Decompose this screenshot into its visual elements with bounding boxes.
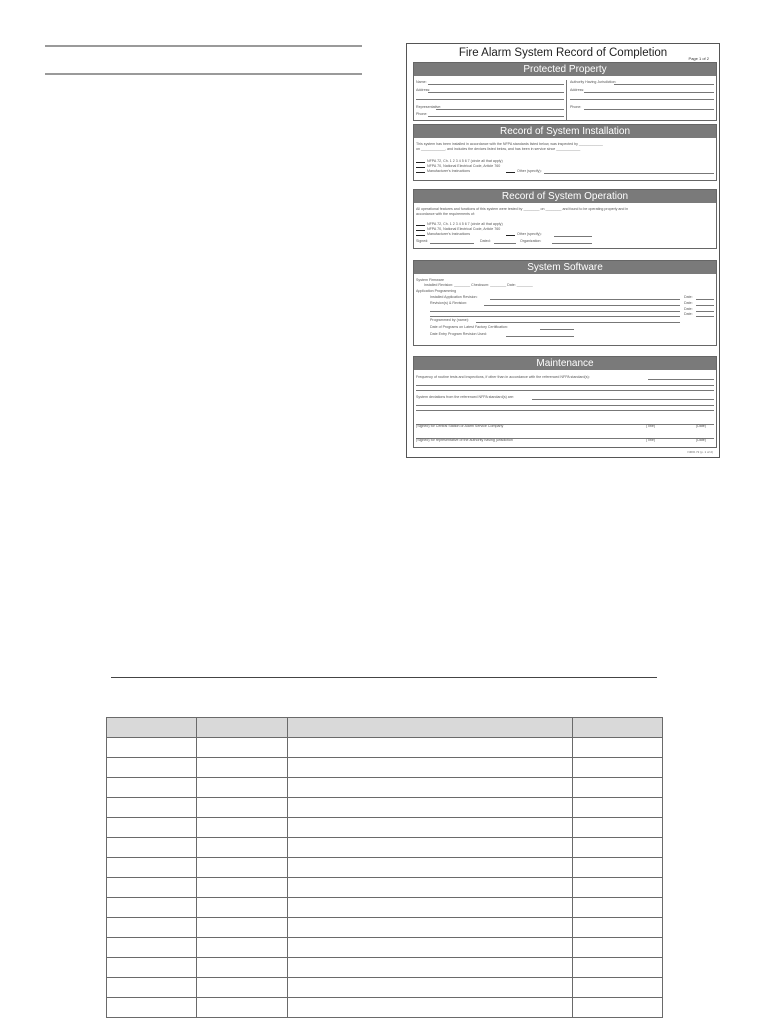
table-cell <box>107 778 197 798</box>
maintenance-q1: Frequency of routine tests and inspections, if other than in accordance with the referenced NFPA standard(s): <box>416 375 590 379</box>
table-cell <box>288 818 573 838</box>
pp-ahj-label: Authority Having Jurisdiction: <box>570 80 617 84</box>
table-cell <box>288 998 573 1018</box>
pp-phone-label: Phone: <box>416 112 428 116</box>
table-cell <box>288 878 573 898</box>
software-date-1: Date: <box>684 295 693 299</box>
operation-check-1: NFPA 72, Ch. 1 2 3 4 5 6 7 (circle all that apply) <box>427 222 503 226</box>
software-line-3: Application Programming <box>416 289 457 293</box>
table-cell <box>288 858 573 878</box>
operation-other: Other (specify): <box>517 232 542 236</box>
table-row <box>107 878 663 898</box>
form-footnote: NFPA 72 (p. 1 of 2) <box>687 450 713 454</box>
operation-para-2: accordance with the requirements of: <box>416 212 475 216</box>
table-cell <box>573 858 663 878</box>
section-protected-property <box>413 62 717 121</box>
table-row <box>107 918 663 938</box>
maintenance-title-2: (Title) <box>646 438 656 442</box>
table-cell <box>288 938 573 958</box>
software-date-2: Date: <box>684 301 693 305</box>
maintenance-date-1: (Date) <box>696 424 706 428</box>
table-row <box>107 818 663 838</box>
top-rule-1 <box>45 45 362 47</box>
table-cell <box>573 818 663 838</box>
table-row <box>107 798 663 818</box>
pp-ahj-phone-label: Phone: <box>570 105 582 109</box>
table-cell <box>107 938 197 958</box>
table-cell <box>573 778 663 798</box>
table-header-cell <box>573 718 663 738</box>
table-cell <box>197 938 288 958</box>
table-cell <box>197 958 288 978</box>
table-cell <box>573 998 663 1018</box>
table-cell <box>573 758 663 778</box>
table-cell <box>288 898 573 918</box>
maintenance-q2: System deviations from the referenced NFPA standard(s) are: <box>416 395 515 399</box>
maintenance-date-2: (Date) <box>696 438 706 442</box>
table-cell <box>107 738 197 758</box>
table-row <box>107 958 663 978</box>
table-row <box>107 858 663 878</box>
table-row <box>107 898 663 918</box>
table-cell <box>197 918 288 938</box>
table-cell <box>573 838 663 858</box>
table-cell <box>288 778 573 798</box>
table-cell <box>197 738 288 758</box>
operation-para-1: All operational features and functions of this system were tested by ________ on ________ and found to be operating properly and in <box>416 207 629 211</box>
table-row <box>107 998 663 1018</box>
software-date-4: Date: <box>684 312 693 316</box>
table-cell <box>573 878 663 898</box>
table-cell <box>107 858 197 878</box>
table-cell <box>107 838 197 858</box>
table-cell <box>573 918 663 938</box>
table-cell <box>107 878 197 898</box>
table-section-rule <box>111 677 657 678</box>
table-cell <box>107 898 197 918</box>
pp-address-label: Address: <box>416 88 431 92</box>
table-cell <box>107 918 197 938</box>
table-cell <box>573 898 663 918</box>
software-line-9: Date of Programs on Latest Factory Certification: <box>430 325 508 329</box>
table-cell <box>107 978 197 998</box>
installation-check-3: Manufacturer's Instructions <box>427 169 471 173</box>
table-cell <box>107 818 197 838</box>
table-cell <box>197 858 288 878</box>
software-date-3: Date: <box>684 307 693 311</box>
table-cell <box>197 998 288 1018</box>
installation-check-2: NFPA 70, National Electrical Code, Article 760 <box>427 164 501 168</box>
table-cell <box>573 738 663 758</box>
table-cell <box>197 838 288 858</box>
table-cell <box>197 878 288 898</box>
software-line-5: Revision(s) & Revision: <box>430 301 468 305</box>
section-system-operation <box>413 189 717 249</box>
table-cell <box>107 958 197 978</box>
table-cell <box>197 758 288 778</box>
table-row <box>107 938 663 958</box>
installation-para-2: on ____________, and includes the devices listed below, and has been in service since ____________ <box>416 147 581 151</box>
record-table <box>106 717 663 1018</box>
maintenance-sig-2: (Signed) for representative of the authority having jurisdiction <box>416 438 513 442</box>
table-cell <box>197 778 288 798</box>
table-cell <box>288 918 573 938</box>
section-system-installation <box>413 124 717 181</box>
section-heading: System Software <box>414 261 716 274</box>
table-cell <box>573 958 663 978</box>
fire-alarm-record-form-image <box>406 43 720 458</box>
form-title: Fire Alarm System Record of Completion <box>458 47 668 59</box>
software-line-8: Programmed by (name): <box>430 318 469 322</box>
section-system-software <box>413 260 717 346</box>
table-cell <box>197 818 288 838</box>
operation-check-2: NFPA 70, National Electrical Code, Article 760 <box>427 227 501 231</box>
table-header-cell <box>107 718 197 738</box>
installation-check-1: NFPA 72, Ch. 1 2 3 4 5 6 7 (circle all that apply) <box>427 159 503 163</box>
table-cell <box>197 898 288 918</box>
software-line-4: Installed Application Revision: <box>430 295 478 299</box>
table-cell <box>288 738 573 758</box>
section-heading: Record of System Installation <box>414 125 716 138</box>
section-heading: Maintenance <box>414 357 716 370</box>
software-line-1: System Firmware <box>416 278 444 282</box>
table-cell <box>107 758 197 778</box>
table-row <box>107 778 663 798</box>
operation-check-3: Manufacturer's Instructions <box>427 232 471 236</box>
operation-dated: Dated: <box>480 239 491 243</box>
installation-para-1: This system has been installed in accordance with the NFPA standards listed below, was inspected by ____________ <box>416 142 603 146</box>
table-cell <box>288 798 573 818</box>
installation-other: Other (specify): <box>517 169 542 173</box>
table-cell <box>573 798 663 818</box>
table-cell <box>288 958 573 978</box>
operation-organization: Organization: <box>520 239 542 243</box>
software-line-2: Installed Revision: ________ Checksum: ________ Date: ________ <box>424 283 533 287</box>
software-line-10: Date Entry Program Revision Used: <box>430 332 487 336</box>
table-cell <box>573 978 663 998</box>
table-header-cell <box>197 718 288 738</box>
maintenance-title-1: (Title) <box>646 424 656 428</box>
table-row <box>107 978 663 998</box>
table-cell <box>288 758 573 778</box>
top-rule-2 <box>45 73 362 75</box>
form-page-number: Page 1 of 2 <box>688 56 709 61</box>
section-heading: Protected Property <box>414 63 716 76</box>
table-cell <box>197 978 288 998</box>
table-row <box>107 838 663 858</box>
pp-ahj-address-label: Address: <box>570 88 585 92</box>
table-cell <box>197 798 288 818</box>
table-cell <box>288 978 573 998</box>
maintenance-sig-1: (Signed) for Central Station or Alarm Service Company <box>416 424 504 428</box>
operation-signed: Signed: <box>416 239 429 243</box>
table-cell <box>107 998 197 1018</box>
table-header-row <box>107 718 663 738</box>
table-cell <box>573 938 663 958</box>
table-cell <box>288 838 573 858</box>
pp-representative-label: Representative: <box>416 105 442 109</box>
table-header-cell <box>288 718 573 738</box>
table-cell <box>107 798 197 818</box>
section-maintenance <box>413 356 717 448</box>
table-row <box>107 738 663 758</box>
table-row <box>107 758 663 778</box>
pp-name-label: Name: <box>416 80 427 84</box>
section-heading: Record of System Operation <box>414 190 716 203</box>
